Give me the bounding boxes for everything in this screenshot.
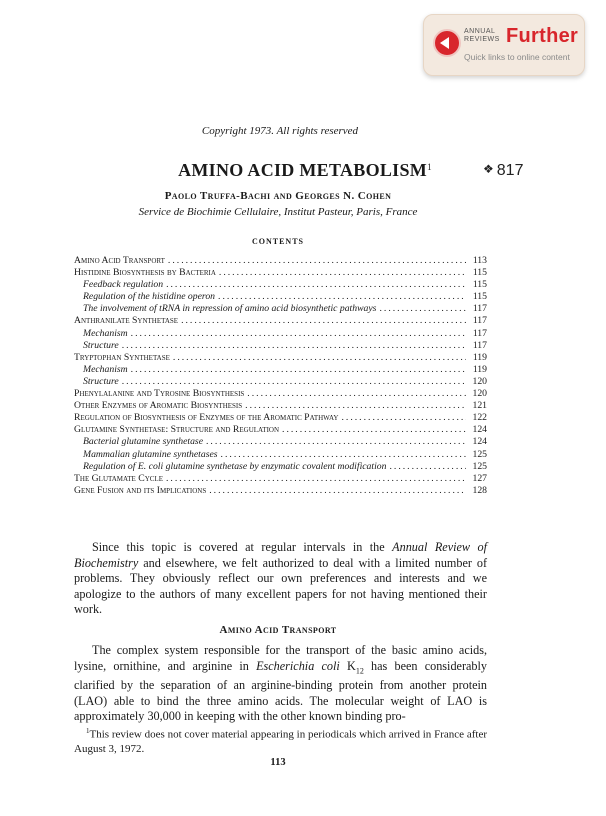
toc-entry-label: Glutamine Synthetase: Structure and Regulation xyxy=(74,424,280,436)
toc-leader-dots xyxy=(247,388,466,400)
section-paragraph xyxy=(74,643,487,725)
intro-text-b: and elsewhere, we felt authorized to deal with a limited number of problems. They obviously reflect our own preferences and interests and we apologize to the authors of many excellent papers for not having mentioned their work. xyxy=(74,555,487,616)
toc-leader-dots xyxy=(282,424,466,436)
toc-entry-label: Tryptophan Synthetase xyxy=(74,351,170,363)
toc-entry[interactable] xyxy=(74,340,487,352)
toc-leader-dots xyxy=(379,303,466,315)
toc-entry-label: Structure xyxy=(83,375,119,387)
strain-subscript: 12 xyxy=(355,665,364,675)
toc-leader-dots xyxy=(221,449,466,461)
toc-entry[interactable] xyxy=(74,279,487,291)
badge-annual-reviews xyxy=(464,28,500,44)
journal-name: Annual Review of Biochemistry xyxy=(74,540,487,570)
toc-entry[interactable] xyxy=(74,461,487,473)
strain-name: K xyxy=(339,658,356,673)
toc-entry-page: 125 xyxy=(472,460,487,472)
toc-entry-label: Regulation of the histidine operon xyxy=(83,291,216,303)
toc-leader-dots xyxy=(218,291,466,303)
toc-entry-label: Gene Fusion and its Implications xyxy=(74,484,207,496)
toc-entry-page: 120 xyxy=(472,388,487,400)
toc-entry[interactable] xyxy=(74,376,487,388)
toc-entry-label: Amino Acid Transport xyxy=(74,255,165,266)
back-arrow-icon xyxy=(433,29,461,57)
toc-entry-label: Regulation of E. coli glutamine synthetase by enzymatic covalent modification xyxy=(83,460,387,472)
toc-leader-dots xyxy=(131,364,466,376)
toc-entry-page: 117 xyxy=(472,303,487,315)
toc-leader-dots xyxy=(219,267,466,279)
toc-leader-dots xyxy=(122,376,466,388)
further-badge[interactable] xyxy=(423,14,585,76)
toc-entry-label: The involvement of tRNA in repression of amino acid biosynthetic pathways xyxy=(83,303,377,315)
intro-text-a: Since this topic is covered at regular intervals in the xyxy=(92,540,393,554)
toc-entry[interactable] xyxy=(74,364,487,376)
toc-entry-page: 115 xyxy=(472,279,487,291)
toc-entry-page: 124 xyxy=(472,424,487,436)
toc-entry[interactable] xyxy=(74,352,487,364)
toc-entry-page: 113 xyxy=(472,255,487,266)
toc-leader-dots xyxy=(166,473,466,485)
toc-entry[interactable] xyxy=(74,473,487,485)
toc-leader-dots xyxy=(168,255,466,267)
toc-entry-page: 119 xyxy=(472,351,487,363)
toc-entry-label: Structure xyxy=(83,339,119,351)
toc-leader-dots xyxy=(209,485,466,497)
toc-entry-page: 117 xyxy=(472,315,487,327)
section-text-b: has been considerably clarified by the separation of an arginine-binding protein from another protein (LAO) able to bind the three amino acids. The molecular weight of LAO is approximately 30,000 in keeping with the other known binding pro- xyxy=(74,658,487,724)
toc-entry[interactable] xyxy=(74,267,487,279)
toc-entry[interactable] xyxy=(74,255,487,267)
page-reference xyxy=(483,162,523,180)
toc-leader-dots xyxy=(341,412,466,424)
toc-entry[interactable] xyxy=(74,424,487,436)
affiliation: Service de Biochimie Cellulaire, Institut Pasteur, Paris, France xyxy=(138,206,418,218)
authors: Paolo Truffa-Bachi and Georges N. Cohen xyxy=(164,190,392,202)
toc-entry[interactable] xyxy=(74,449,487,461)
toc-entry-label: Other Enzymes of Aromatic Biosynthesis xyxy=(74,400,243,412)
toc-leader-dots xyxy=(389,461,466,473)
toc-entry[interactable] xyxy=(74,436,487,448)
toc-entry[interactable] xyxy=(74,400,487,412)
toc-entry-page: 124 xyxy=(472,436,487,448)
copyright: Copyright 1973. All rights reserved xyxy=(201,125,359,137)
toc-entry-page: 117 xyxy=(472,339,487,351)
badge-annual: ANNUAL xyxy=(464,28,496,35)
toc-leader-dots xyxy=(181,315,466,327)
toc-entry-label: Mammalian glutamine synthetases xyxy=(83,448,218,460)
toc-entry-page: 117 xyxy=(472,327,487,339)
toc-entry-label: Feedback regulation xyxy=(83,279,164,291)
toc-entry-label: Anthranilate Synthetase xyxy=(74,315,179,327)
toc-entry[interactable] xyxy=(74,412,487,424)
toc-entry[interactable] xyxy=(74,328,487,340)
title-footnote-mark: 1 xyxy=(427,162,432,172)
badge-reviews: REVIEWS xyxy=(464,36,500,43)
toc-entry[interactable] xyxy=(74,291,487,303)
toc-entry[interactable] xyxy=(74,485,487,497)
toc-entry-page: 125 xyxy=(472,448,487,460)
toc-entry[interactable] xyxy=(74,315,487,327)
organism-name: Escherichia coli xyxy=(256,658,340,673)
toc-entry-label: Mechanism xyxy=(83,327,128,339)
toc-leader-dots xyxy=(122,340,466,352)
toc-entry-page: 120 xyxy=(472,375,487,387)
footnote xyxy=(74,724,487,756)
toc-entry-page: 121 xyxy=(472,400,487,412)
toc-entry-page: 119 xyxy=(472,363,487,375)
toc-leader-dots xyxy=(206,436,466,448)
footnote-mark: 1 xyxy=(86,727,90,735)
toc-leader-dots xyxy=(131,328,466,340)
contents-heading: CONTENTS xyxy=(251,237,304,246)
badge-tagline: Quick links to online content xyxy=(464,52,570,62)
toc-leader-dots xyxy=(245,400,466,412)
toc-leader-dots xyxy=(166,279,466,291)
title-text: AMINO ACID METABOLISM xyxy=(178,160,428,180)
toc-entry[interactable] xyxy=(74,388,487,400)
toc-leader-dots xyxy=(173,352,466,364)
toc-entry[interactable] xyxy=(74,303,487,315)
toc-entry-label: Regulation of Biosynthesis of Enzymes of the Aromatic Pathway xyxy=(74,412,339,424)
footnote-text: This review does not cover material appearing in periodicals which arrived in France after August 3, 1972. xyxy=(74,728,487,755)
table-of-contents xyxy=(74,255,487,497)
badge-further: Further xyxy=(506,25,579,47)
toc-entry-page: 128 xyxy=(472,484,487,496)
toc-entry-page: 115 xyxy=(472,267,487,279)
toc-entry-label: Mechanism xyxy=(83,363,128,375)
diamond-icon: ❖ xyxy=(483,162,494,176)
toc-entry-label: The Glutamate Cycle xyxy=(74,472,163,484)
toc-entry-page: 127 xyxy=(472,472,487,484)
page-reference-number: 817 xyxy=(496,162,524,179)
toc-entry-label: Histidine Biosynthesis by Bacteria xyxy=(74,267,216,279)
toc-entry-page: 122 xyxy=(472,412,487,424)
toc-entry-label: Bacterial glutamine synthetase xyxy=(83,436,203,448)
page-number: 113 xyxy=(270,757,286,768)
section-text-a: The complex system responsible for the transport of the basic amino acids, lysine, ornithine, and arginine in xyxy=(74,643,487,673)
toc-entry-page: 115 xyxy=(472,291,487,303)
toc-entry-label: Phenylalanine and Tyrosine Biosynthesis xyxy=(74,388,245,400)
section-heading: Amino Acid Transport xyxy=(219,624,337,636)
intro-paragraph xyxy=(74,540,487,618)
